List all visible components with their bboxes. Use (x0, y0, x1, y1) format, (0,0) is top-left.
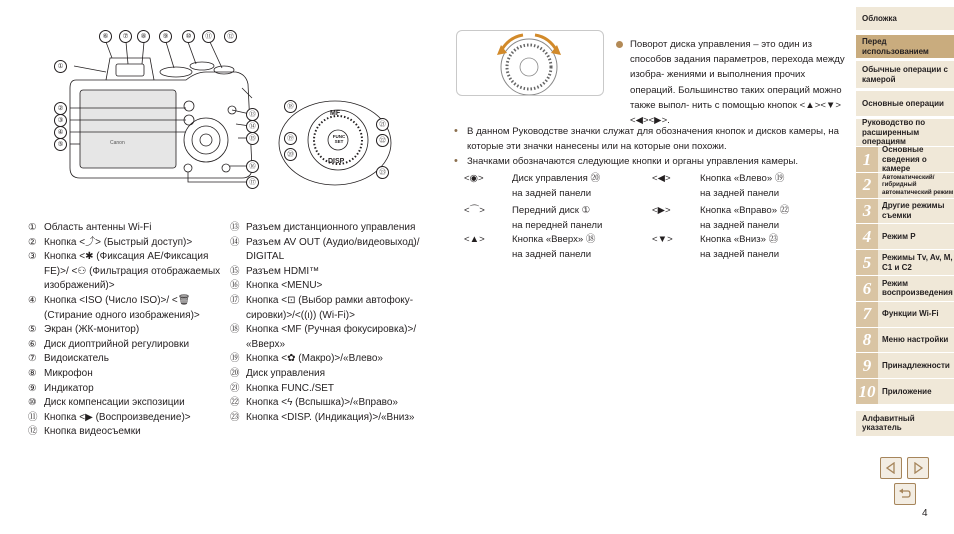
chapter-label: Автоматический/гибридный автоматический режим (882, 173, 954, 196)
legend-text: Разъем HDMI™ (246, 265, 320, 277)
legend-item (28, 323, 228, 338)
legend-number: ⑭ (230, 236, 240, 248)
legend-number: ㉓ (230, 411, 240, 423)
parts-legend-left (28, 221, 228, 440)
camera-back-illustration (46, 28, 262, 188)
up-arrow-icon: <▲> (464, 234, 485, 245)
callout-7: ⑦ (119, 30, 132, 43)
next-page-button[interactable] (907, 457, 929, 479)
icon-explanation-bullets (453, 124, 845, 169)
sidebar-item-chapter-9[interactable] (856, 353, 954, 379)
chapter-label: Режим P (882, 231, 916, 241)
rotation-drawing (457, 31, 603, 95)
chapter-number: 8 (856, 328, 878, 353)
return-button[interactable] (894, 483, 916, 505)
callout-19: ⑲ (284, 132, 297, 145)
chevron-right-icon (912, 462, 924, 474)
callout-18: ⑱ (284, 100, 297, 113)
key-description: Диск управления ⑳ (512, 173, 601, 184)
legend-number: ⑥ (28, 338, 37, 350)
page-navigation (880, 457, 932, 509)
sidebar-item-chapter-3[interactable] (856, 199, 954, 225)
chapter-label: Режим воспроизведения (882, 278, 953, 298)
chapter-label: Принадлежности (882, 360, 950, 370)
control-dial-illustration (276, 98, 394, 188)
legend-text: Кнопка <▶ (Воспроизведение)> (44, 411, 191, 423)
sidebar-item-chapter-8[interactable] (856, 328, 954, 354)
legend-item (28, 411, 228, 426)
chapter-number: 1 (856, 147, 878, 172)
legend-item (28, 294, 228, 323)
parts-legend-right (230, 221, 430, 425)
legend-text: Кнопка <⤴> (Быстрый доступ)> (44, 236, 193, 248)
callout-13: ⑬ (246, 108, 259, 121)
callout-9: ⑨ (159, 30, 172, 43)
legend-item (28, 382, 228, 397)
legend-item (230, 279, 430, 294)
legend-text: Кнопка <MENU> (246, 280, 323, 292)
legend-item (230, 352, 430, 367)
legend-item (230, 323, 430, 352)
callout-3: ③ (54, 114, 67, 127)
callout-23: ㉓ (376, 166, 389, 179)
legend-item (230, 382, 430, 397)
sidebar-item-before-use[interactable] (856, 35, 954, 59)
callout-11: ⑪ (202, 30, 215, 43)
key-description: Кнопка «Вверх» ⑱ (512, 234, 596, 245)
sidebar-item-label: Перед использованием (862, 36, 929, 56)
sidebar-item-label: Алфавитный указатель (862, 413, 915, 433)
chapter-label: Приложение (882, 386, 932, 396)
key-location: на задней панели (700, 188, 780, 199)
bullet-item: • В данном Руководстве значки служат для обозначения кнопок и дисков камеры, на которые эти значки нанесены или на которые они похожи. (453, 124, 845, 154)
sidebar-item-chapter-5[interactable] (856, 250, 954, 276)
control-dial-icon: <◉> (464, 173, 484, 184)
legend-number: ⑤ (28, 324, 37, 336)
legend-item (28, 396, 228, 411)
dial-mf-label: MF (330, 110, 341, 117)
chapter-label: Основные сведения о камере (882, 145, 927, 174)
legend-item (230, 294, 430, 323)
callout-6: ⑥ (99, 30, 112, 43)
legend-number: ② (28, 236, 37, 248)
legend-number: ① (28, 222, 37, 233)
key-location: на передней панели (512, 220, 603, 231)
chapter-label: Другие режимы съемки (882, 201, 945, 220)
legend-text: Кнопка <ϟ (Вспышка)>/«Вправо» (246, 397, 398, 409)
key-location: на задней панели (700, 249, 780, 260)
chapter-number: 2 (856, 173, 878, 198)
down-arrow-icon: <▼> (652, 234, 673, 245)
callout-14: ⑭ (246, 120, 259, 133)
chapter-number: 4 (856, 224, 878, 249)
legend-text: Разъем дистанционного управления (246, 222, 416, 233)
chapter-number: 10 (856, 379, 878, 404)
note-bullet-icon (616, 41, 623, 48)
sidebar-item-label: Обычные операции с камерой (862, 64, 948, 84)
legend-item (230, 221, 430, 236)
sidebar-item-label: Обложка (862, 13, 897, 23)
note-text: Поворот диска управления – это один из способов задания параметров, перехода между изобра- жениями и выполнения прочих операций. Большинство таких операций можно также выпол- нить с помощью кнопок <▲><▼><◀><▶>. (630, 39, 845, 127)
legend-text: Кнопка FUNC./SET (246, 382, 335, 394)
sidebar-item-label: Основные операции (862, 98, 944, 108)
key-location: на задней панели (512, 188, 592, 199)
legend-number: ⑬ (230, 222, 240, 233)
legend-text: Кнопка <MF (Ручная фокусировка)>/ «Вверх» (246, 324, 417, 350)
right-arrow-icon: <▶> (652, 205, 671, 216)
legend-item (28, 338, 228, 353)
legend-item (230, 265, 430, 280)
bullet-item: • Значками обозначаются следующие кнопки и органы управления камеры. (453, 154, 845, 169)
legend-item (28, 352, 228, 367)
legend-number: ③ (28, 251, 37, 263)
key-description: Кнопка «Влево» ⑲ (700, 173, 785, 184)
chapter-label: Функции Wi-Fi (882, 309, 939, 319)
legend-text: Видоискатель (44, 353, 109, 365)
legend-text: Кнопка видеосъемки (44, 426, 141, 438)
callout-4: ④ (54, 126, 67, 139)
page-number: 4 (922, 508, 928, 519)
callout-2: ② (54, 102, 67, 115)
legend-text: Диск компенсации экспозиции (44, 397, 185, 409)
sidebar-item-chapter-6[interactable] (856, 276, 954, 302)
left-arrow-icon: <◀> (652, 173, 671, 184)
legend-item (230, 236, 430, 265)
sidebar-item-cover[interactable] (856, 7, 954, 31)
legend-text: Разъем AV OUT (Аудио/видеовыход)/ DIGITAL (246, 236, 420, 263)
dial-func-label: FUNC SET (332, 134, 346, 144)
svg-text:Canon: Canon (110, 140, 125, 146)
legend-text: Область антенны Wi-Fi (44, 222, 152, 233)
callout-12: ⑫ (224, 30, 237, 43)
legend-number: ⑨ (28, 382, 37, 394)
legend-item (28, 236, 228, 251)
legend-number: ⑩ (28, 397, 37, 409)
legend-text: Кнопка <✱ (Фиксация AE/Фиксация FE)>/ <⚇ (Фильтрация отображаемых изображений)> (44, 251, 221, 292)
legend-number: ⑧ (28, 367, 37, 379)
legend-item (230, 396, 430, 411)
chapter-number: 5 (856, 250, 878, 275)
legend-text: Кнопка <⊡ (Выбор рамки автофоку- сировки)>/<((ι)) (Wi-Fi)> (246, 294, 414, 321)
legend-item (28, 367, 228, 382)
chapter-number: 7 (856, 302, 878, 327)
sidebar-item-chapter-2[interactable] (856, 173, 954, 199)
legend-number: ④ (28, 294, 37, 306)
legend-text: Кнопка <✿ (Макро)>/«Влево» (246, 353, 383, 365)
sidebar-item-label: Руководство по расширенным операциям (862, 118, 926, 147)
legend-text: Кнопка <DISP. (Индикация)>/«Вниз» (246, 411, 415, 423)
chapter-sidebar (856, 7, 954, 437)
key-description: Кнопка «Вниз» ㉓ (700, 234, 779, 245)
callout-8: ⑧ (137, 30, 150, 43)
callout-22: ㉒ (376, 134, 389, 147)
key-location: на задней панели (512, 249, 592, 260)
legend-number: ⑰ (230, 294, 240, 306)
legend-number: ⑫ (28, 426, 38, 438)
legend-number: ⑲ (230, 353, 240, 365)
sidebar-item-chapter-1[interactable] (856, 147, 954, 173)
legend-item (28, 250, 228, 294)
legend-text: Экран (ЖК-монитор) (44, 324, 140, 336)
callout-16: ⑯ (246, 160, 259, 173)
legend-number: ㉑ (230, 382, 240, 394)
callout-21: ㉑ (376, 118, 389, 131)
legend-text: Микрофон (44, 367, 93, 379)
front-dial-icon: <⌒> (464, 205, 485, 216)
sidebar-item-basic-ops[interactable] (856, 91, 954, 117)
legend-item (28, 425, 228, 440)
legend-number: ⑮ (230, 265, 240, 277)
legend-item (230, 367, 430, 382)
callout-20: ⑳ (284, 148, 297, 161)
previous-page-button[interactable] (880, 457, 902, 479)
sidebar-item-chapter-10[interactable] (856, 379, 954, 405)
camera-body-drawing (46, 28, 262, 188)
sidebar-item-common-ops[interactable] (856, 61, 954, 89)
sidebar-item-advanced-guide[interactable] (856, 119, 954, 147)
key-description: Кнопка «Вправо» ㉒ (700, 205, 790, 216)
legend-text: Кнопка <ISO (Число ISO)>/ <🗑 (Стирание одного изображения)> (44, 294, 200, 321)
sidebar-item-chapter-7[interactable] (856, 302, 954, 328)
legend-item (230, 411, 430, 426)
chevron-left-icon (885, 462, 897, 474)
legend-number: ⑦ (28, 353, 37, 365)
chapter-number: 3 (856, 199, 878, 224)
key-description: Передний диск ① (512, 205, 591, 216)
dial-disp-label: DISP (328, 158, 345, 165)
legend-item (28, 221, 228, 236)
legend-number: ⑱ (230, 324, 240, 336)
callout-10: ⑩ (182, 30, 195, 43)
callout-17: ⑰ (246, 176, 259, 189)
sidebar-item-index[interactable] (856, 411, 954, 437)
return-arrow-icon (898, 488, 912, 500)
sidebar-item-chapter-4[interactable] (856, 224, 954, 250)
chapter-label: Меню настройки (882, 335, 949, 345)
callout-1: ① (54, 60, 67, 73)
dial-rotation-image (456, 30, 604, 96)
chapter-label: Режимы Tv, Av, M, C1 и C2 (882, 252, 953, 272)
callout-5: ⑤ (54, 138, 67, 151)
legend-number: ㉒ (230, 397, 240, 409)
callout-15: ⑮ (246, 132, 259, 145)
chapter-number: 9 (856, 353, 878, 378)
legend-text: Диск диоптрийной регулировки (44, 338, 190, 350)
legend-text: Диск управления (246, 367, 326, 379)
legend-number: ⑪ (28, 411, 38, 423)
legend-text: Индикатор (44, 382, 94, 394)
key-location: на задней панели (700, 220, 780, 231)
legend-number: ⑯ (230, 280, 240, 292)
dial-note (616, 37, 848, 128)
chapter-number: 6 (856, 276, 878, 301)
legend-number: ⑳ (230, 367, 240, 379)
